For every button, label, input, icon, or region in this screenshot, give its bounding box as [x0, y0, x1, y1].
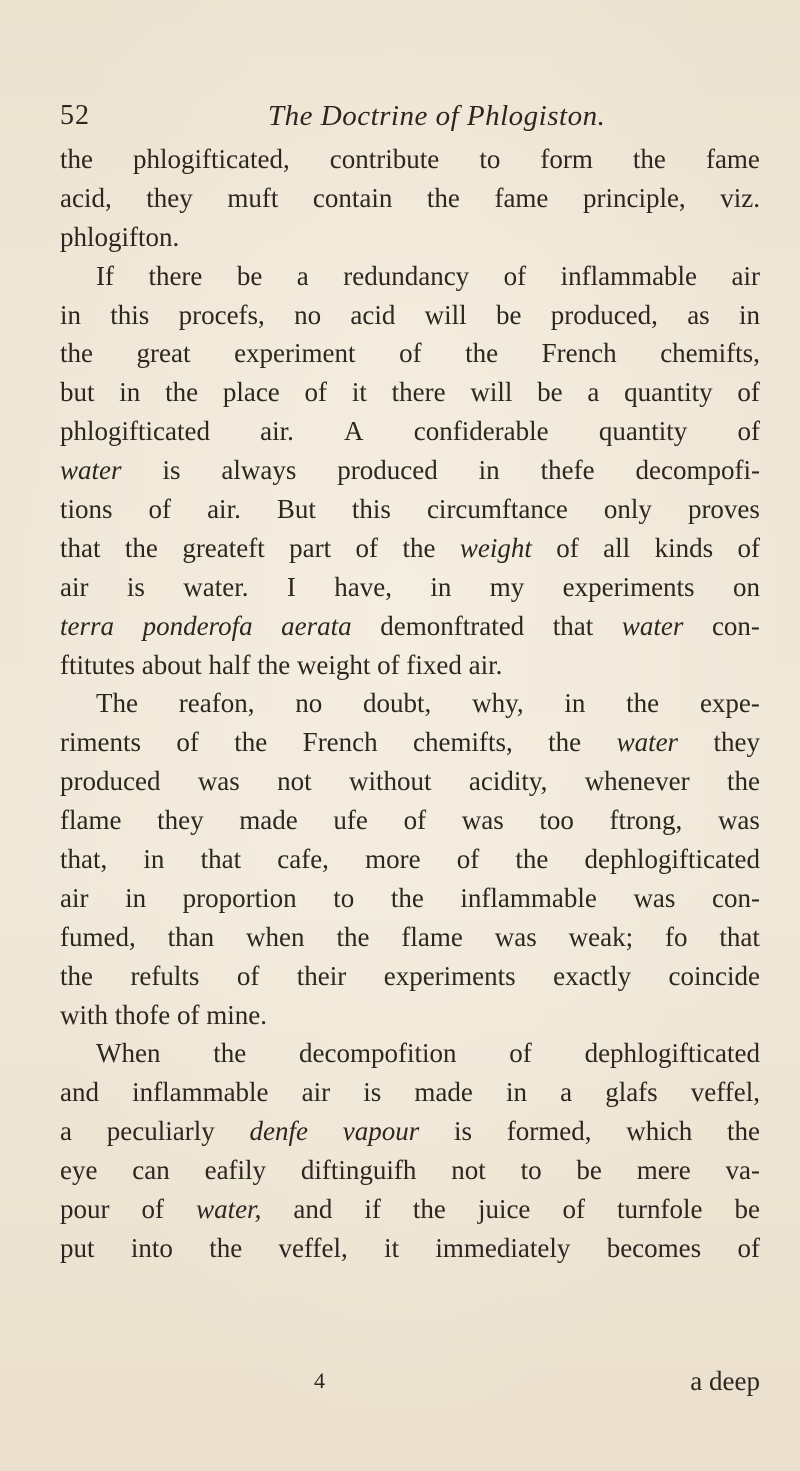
word: was	[461, 805, 504, 836]
word: The	[96, 688, 138, 719]
word: in	[119, 377, 141, 408]
word: proportion	[182, 882, 297, 913]
word: is	[162, 455, 181, 486]
justified-line	[96, 1034, 760, 1073]
text-line	[60, 1190, 760, 1229]
text-line	[60, 1112, 760, 1151]
word: experiment	[234, 338, 356, 369]
word: the	[726, 766, 760, 797]
word: the	[390, 882, 424, 913]
word: have,	[334, 571, 392, 602]
word: put	[60, 1232, 95, 1263]
word: the	[402, 532, 436, 563]
word: which	[626, 1116, 693, 1147]
word: mere	[636, 1155, 691, 1186]
word: doubt,	[363, 688, 432, 719]
word: terra	[60, 610, 114, 641]
word: that	[719, 921, 760, 952]
word: the	[412, 1194, 446, 1225]
word: demonftrated	[380, 610, 525, 641]
word: place	[222, 377, 280, 408]
word: dephlogifticated	[584, 1038, 760, 1069]
word: of	[737, 416, 760, 447]
word: no	[294, 299, 322, 330]
word: they	[713, 727, 760, 758]
word: inflammable	[560, 260, 698, 291]
word: circumftance	[426, 494, 568, 525]
word: ufe	[333, 805, 368, 836]
word: air	[301, 1077, 331, 1108]
word: air	[60, 882, 89, 913]
page-number: 52	[60, 100, 90, 131]
word: eye	[60, 1155, 98, 1186]
word: be	[537, 377, 563, 408]
word: is	[453, 1116, 472, 1147]
justified-line	[60, 1190, 760, 1229]
word: too	[539, 805, 574, 836]
word: but	[60, 377, 95, 408]
word: it	[351, 377, 367, 408]
word: expe-	[699, 688, 760, 719]
word: formed,	[506, 1116, 592, 1147]
justified-line	[60, 373, 760, 412]
word: if	[364, 1194, 381, 1225]
word: pour	[60, 1194, 110, 1225]
word: in	[478, 455, 500, 486]
word: air	[731, 260, 760, 291]
word: weight	[459, 532, 532, 563]
word: reafon,	[178, 688, 255, 719]
word: confiderable	[413, 416, 549, 447]
word: greateft	[182, 532, 265, 563]
justified-line	[60, 140, 760, 179]
word: cafe,	[277, 844, 329, 875]
text-line: with thofe of mine.	[60, 999, 267, 1030]
word: of	[141, 1194, 165, 1225]
word: the	[465, 338, 499, 369]
word: part	[289, 532, 332, 563]
word: the	[234, 727, 268, 758]
word: inflammable	[460, 882, 597, 913]
word: decompofi-	[635, 455, 760, 486]
word: the	[626, 688, 660, 719]
text-line	[60, 296, 760, 335]
word: proves	[687, 494, 760, 525]
word: water	[60, 455, 122, 486]
justified-line	[60, 918, 760, 957]
word: procefs,	[178, 299, 265, 330]
word: of	[355, 532, 379, 563]
word: the	[336, 921, 370, 952]
word: will	[470, 377, 513, 408]
word: always	[221, 455, 297, 486]
text-line	[60, 373, 760, 412]
justified-line	[96, 257, 760, 296]
word: was	[633, 882, 676, 913]
word: they	[146, 182, 193, 213]
word: air.	[207, 494, 241, 525]
word: French	[541, 338, 617, 369]
word: all	[603, 532, 631, 563]
text-line	[60, 490, 760, 529]
word: vapour	[342, 1116, 420, 1147]
word: of	[176, 727, 199, 758]
word: water	[621, 610, 684, 641]
word: air.	[260, 416, 294, 447]
word: diftinguifh	[300, 1155, 417, 1186]
word: that,	[60, 844, 108, 875]
word: this	[351, 494, 391, 525]
text-line	[60, 918, 760, 957]
word: that	[60, 532, 101, 563]
word: and	[60, 1077, 99, 1108]
word: of	[737, 1232, 760, 1263]
word: of	[556, 532, 579, 563]
word: fumed,	[60, 921, 136, 952]
text-line	[60, 1151, 760, 1190]
word: produced,	[550, 299, 658, 330]
word: experiments	[562, 571, 695, 602]
word: eafily	[204, 1155, 267, 1186]
word: of	[737, 532, 760, 563]
word: the	[632, 144, 666, 174]
word: flame	[60, 805, 122, 836]
word: coincide	[668, 960, 760, 991]
word: of	[403, 805, 427, 836]
word: to	[520, 1155, 542, 1186]
word: why,	[472, 688, 524, 719]
word: of	[399, 338, 422, 369]
justified-line	[60, 723, 760, 762]
text-line: phlogifton.	[60, 221, 180, 252]
word: phlogifticated	[60, 416, 210, 447]
running-title: The Doctrine of Phlogiston.	[268, 100, 606, 132]
text-line	[60, 1073, 760, 1112]
word: was	[494, 921, 537, 952]
word: aerata	[281, 610, 352, 641]
text-line	[60, 801, 760, 840]
word: decompofition	[299, 1038, 457, 1069]
word: If	[96, 260, 114, 291]
word: acidity,	[468, 766, 548, 797]
text-line	[60, 879, 760, 918]
word: principle,	[582, 182, 686, 213]
word: a	[560, 1077, 573, 1108]
word: immediately	[435, 1232, 571, 1263]
text-line	[60, 607, 760, 646]
catchword: a deep	[690, 1366, 760, 1396]
word: be	[576, 1155, 602, 1186]
text-line	[60, 723, 760, 762]
word: this	[110, 299, 150, 330]
word: chemifts,	[660, 338, 760, 369]
word: can	[132, 1155, 170, 1186]
word: juice	[477, 1194, 531, 1225]
justified-line	[60, 1151, 760, 1190]
page-footer	[60, 1362, 760, 1400]
word: muft	[227, 182, 279, 213]
word: contain	[312, 182, 393, 213]
word: in	[564, 688, 586, 719]
text-line: ftitutes about half the weight of fixed air.	[60, 649, 503, 680]
word: the	[426, 182, 460, 213]
word: that	[552, 610, 594, 641]
word: whenever	[584, 766, 690, 797]
word: a	[587, 377, 600, 408]
text-line	[60, 334, 760, 373]
text-line	[60, 840, 760, 879]
word: the	[60, 960, 93, 991]
word: veffel,	[690, 1077, 760, 1108]
word: there	[148, 260, 203, 291]
word: in	[60, 299, 82, 330]
justified-line	[60, 607, 760, 646]
word: tions	[60, 494, 113, 525]
word: the	[60, 338, 93, 369]
word: form	[540, 144, 593, 174]
word: va-	[725, 1155, 760, 1186]
word: air	[60, 571, 89, 602]
word: produced	[337, 455, 438, 486]
justified-line	[96, 684, 760, 723]
word: the	[727, 1116, 760, 1147]
word: great	[136, 338, 191, 369]
justified-line	[60, 957, 760, 996]
word: of	[503, 260, 527, 291]
word: quantity	[624, 377, 713, 408]
word: peculiarly	[106, 1116, 215, 1147]
word: their	[296, 960, 347, 991]
word: thefe	[540, 455, 595, 486]
text-line	[60, 957, 760, 996]
word: glafs	[605, 1077, 658, 1108]
word: made	[239, 805, 298, 836]
justified-line	[60, 1073, 760, 1112]
word: of	[562, 1194, 585, 1225]
word: my	[489, 571, 525, 602]
word: When	[96, 1038, 161, 1069]
text-line	[60, 179, 760, 218]
word: not	[277, 766, 312, 797]
word: the	[60, 144, 93, 174]
word: contribute	[329, 144, 440, 174]
word: the	[515, 844, 549, 875]
word: they	[157, 805, 204, 836]
word: be	[495, 299, 522, 330]
word: ponderofa	[142, 610, 253, 641]
signature-mark: 4	[314, 1368, 325, 1393]
body-text	[60, 140, 760, 1268]
text-line	[60, 1229, 760, 1268]
word: is	[363, 1077, 382, 1108]
word: of	[148, 494, 172, 525]
word: water.	[183, 571, 249, 602]
text-line	[60, 1034, 760, 1073]
word: on	[732, 571, 760, 602]
word: turnfole	[616, 1194, 703, 1225]
word: that	[200, 844, 242, 875]
word: of	[737, 377, 760, 408]
word: ftrong,	[609, 805, 683, 836]
word: a	[60, 1116, 72, 1147]
justified-line	[60, 762, 760, 801]
word: into	[130, 1232, 173, 1263]
word: fame	[494, 182, 549, 213]
word: no	[295, 688, 323, 719]
word: acid,	[60, 182, 112, 213]
justified-line	[60, 412, 760, 451]
word: of	[456, 844, 480, 875]
word: in	[505, 1077, 527, 1108]
justified-line	[60, 529, 760, 568]
text-line	[60, 684, 760, 723]
word: A	[344, 416, 364, 447]
word: the	[165, 377, 199, 408]
justified-line	[60, 490, 760, 529]
word: kinds	[654, 532, 714, 563]
word: dephlogifticated	[584, 844, 760, 875]
word: in	[430, 571, 452, 602]
word: and	[293, 1194, 333, 1225]
word: of	[509, 1038, 532, 1069]
word: fame	[705, 144, 760, 174]
justified-line	[60, 568, 760, 607]
text-line	[60, 568, 760, 607]
text-line	[60, 762, 760, 801]
word: flame	[401, 921, 463, 952]
word: acid	[350, 299, 396, 330]
word: con-	[711, 610, 760, 641]
justified-line	[60, 879, 760, 918]
word: in	[738, 299, 760, 330]
word: riments	[60, 727, 141, 758]
word: to	[479, 144, 501, 174]
word: there	[391, 377, 446, 408]
word: was	[717, 805, 760, 836]
word: con-	[712, 882, 760, 913]
justified-line	[60, 840, 760, 879]
word: chemifts,	[413, 727, 513, 758]
text-line	[60, 451, 760, 490]
word: produced	[60, 766, 161, 797]
word: the	[548, 727, 582, 758]
text-line	[60, 529, 760, 568]
word: I	[286, 571, 296, 602]
word: will	[424, 299, 467, 330]
word: of	[304, 377, 328, 408]
justified-line	[60, 1112, 760, 1151]
word: French	[302, 727, 378, 758]
word: water,	[196, 1194, 262, 1225]
word: only	[603, 494, 652, 525]
word: a	[296, 260, 309, 291]
text-line	[60, 140, 760, 179]
word: phlogifticated,	[133, 144, 290, 174]
justified-line	[60, 179, 760, 218]
word: was	[197, 766, 240, 797]
word: experiments	[383, 960, 516, 991]
word: the	[213, 1038, 247, 1069]
word: without	[349, 766, 432, 797]
justified-line	[60, 334, 760, 373]
word: weak;	[568, 921, 634, 952]
word: quantity	[598, 416, 688, 447]
word: in	[125, 882, 147, 913]
word: is	[126, 571, 145, 602]
text-line	[60, 257, 760, 296]
word: be	[236, 260, 263, 291]
word: more	[365, 844, 421, 875]
justified-line	[60, 451, 760, 490]
running-head	[60, 100, 750, 144]
word: as	[687, 299, 710, 330]
word: viz.	[720, 182, 760, 213]
justified-line	[60, 296, 760, 335]
justified-line	[60, 1229, 760, 1268]
word: than	[167, 921, 215, 952]
word: refults	[130, 960, 200, 991]
word: denfe	[249, 1116, 308, 1147]
word: veffel,	[278, 1232, 348, 1263]
word: becomes	[606, 1232, 702, 1263]
word: to	[333, 882, 355, 913]
word: not	[451, 1155, 486, 1186]
word: the	[209, 1232, 243, 1263]
word: it	[384, 1232, 400, 1263]
word: water	[616, 727, 679, 758]
word: in	[143, 844, 165, 875]
word: be	[734, 1194, 760, 1225]
word: inflammable	[132, 1077, 269, 1108]
word: of	[236, 960, 260, 991]
word: redundancy	[343, 260, 470, 291]
word: made	[414, 1077, 473, 1108]
word: But	[276, 494, 316, 525]
word: when	[246, 921, 305, 952]
text-line	[60, 412, 760, 451]
justified-line	[60, 801, 760, 840]
word: the	[124, 532, 158, 563]
word: exactly	[553, 960, 632, 991]
word: fo	[665, 921, 688, 952]
